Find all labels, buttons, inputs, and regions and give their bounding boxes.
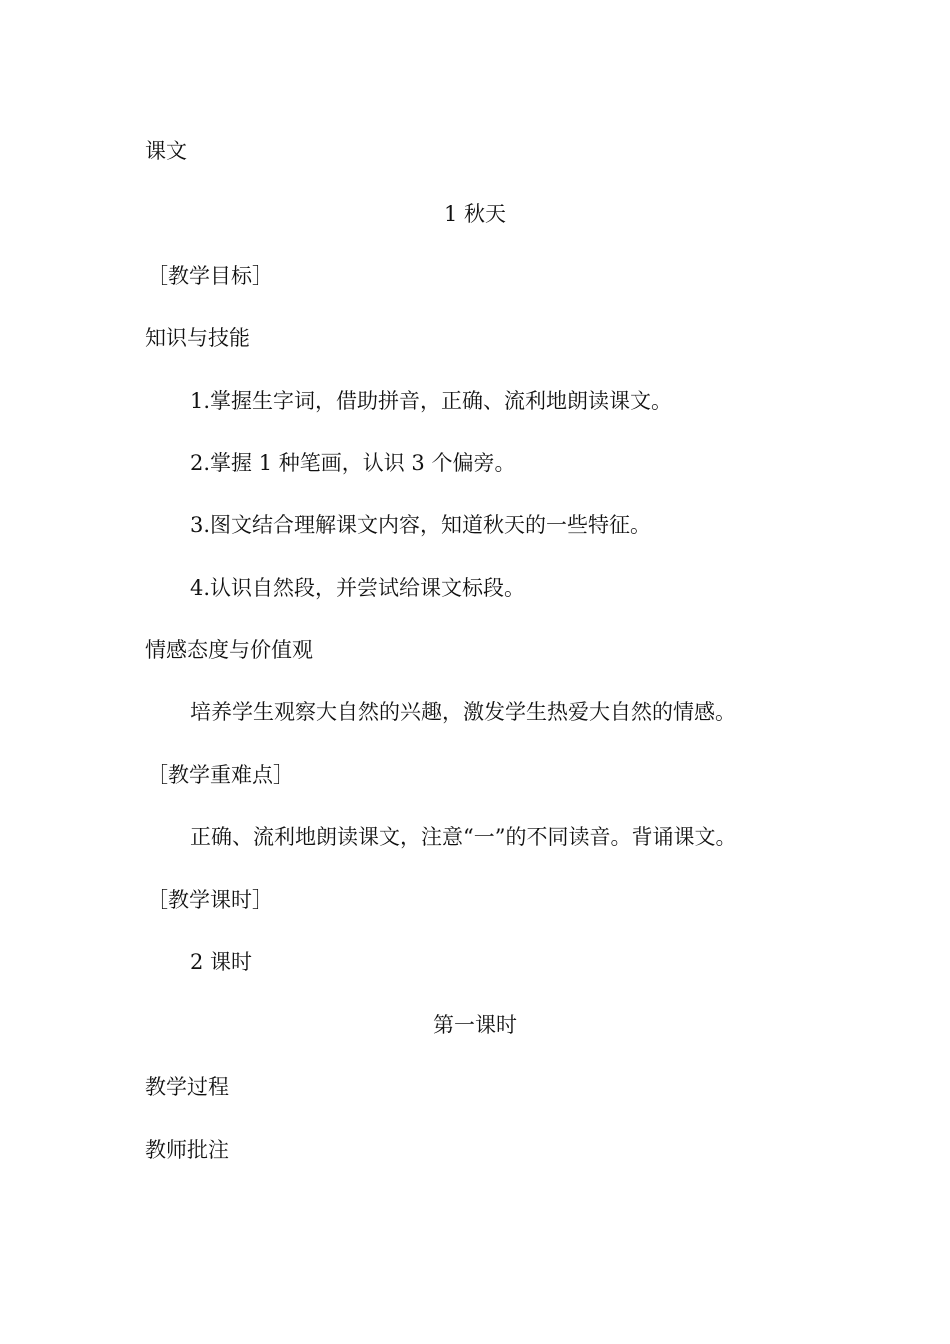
goal-item: 1.掌握生字词，借助拼音，正确、流利地朗读课文。 (190, 389, 673, 413)
heading-class-hours: ［教学课时］ (147, 888, 273, 912)
lesson-title: 1 秋天 (443, 202, 507, 226)
heading-knowledge-skills: 知识与技能 (145, 326, 250, 350)
emotion-values-text: 培养学生观察大自然的兴趣，激发学生热爱大自然的情感。 (190, 700, 736, 724)
heading-teaching-goals: ［教学目标］ (147, 264, 273, 288)
heading-emotion-values: 情感态度与价值观 (145, 638, 313, 662)
first-period-title: 第一课时 (433, 1013, 517, 1037)
teacher-notes-label: 教师批注 (145, 1138, 229, 1162)
teaching-process-label: 教学过程 (145, 1075, 229, 1099)
goal-item: 4.认识自然段，并尝试给课文标段。 (190, 576, 526, 600)
goal-item: 3.图文结合理解课文内容，知道秋天的一些特征。 (190, 513, 652, 537)
goal-item: 2.掌握 1 种笔画，认识 3 个偏旁。 (190, 451, 516, 475)
key-points-text: 正确、流利地朗读课文，注意“一”的不同读音。背诵课文。 (190, 825, 737, 849)
class-hours-text: 2 课时 (190, 950, 253, 974)
heading-key-points: ［教学重难点］ (147, 763, 294, 787)
section-label: 课文 (145, 139, 187, 163)
